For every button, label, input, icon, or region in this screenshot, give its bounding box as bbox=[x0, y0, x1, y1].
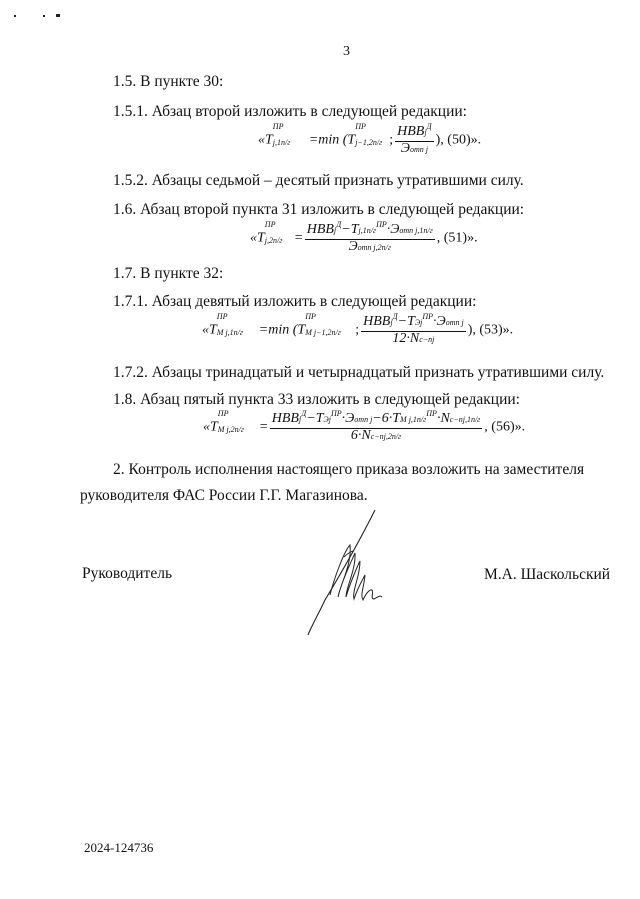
paragraph-1-5-1: 1.5.1. Абзац второй изложить в следующей редакции: bbox=[113, 103, 467, 120]
paragraph-1-7-1: 1.7.1. Абзац девятый изложить в следующей редакции: bbox=[113, 293, 477, 310]
handwritten-signature bbox=[300, 505, 400, 640]
formula-51: «T ПР j,2п/г = $\frac{НВВj^Д-Tj,1п/г^{ПР}\cdot Эотп j,1п/г}{\text{Эотп j,2п/г}}$ , (51)». bbox=[250, 219, 478, 254]
formula-50: «T ПР j,1п/г =min (T ПР j−1,2п/г ; $\frac{НВВj^Д}{\text{Эотп j}}$ ), (50)». bbox=[258, 121, 482, 156]
page-number: 3 bbox=[343, 44, 350, 59]
paragraph-1-5-2: 1.5.2. Абзацы седьмой – десятый признать утратившими силу. bbox=[113, 172, 524, 189]
paragraph-1-7-2: 1.7.2. Абзацы тринадцатый и четырнадцатый признать утратившими силу. bbox=[113, 364, 605, 381]
document-code: 2024-124736 bbox=[84, 840, 154, 855]
paragraph-1-6: 1.6. Абзац второй пункта 31 изложить в следующей редакции: bbox=[113, 201, 525, 218]
signatory-name: М.А. Шаскольский bbox=[484, 566, 611, 583]
paragraph-2-line-2: руководителя ФАС России Г.Г. Магазинова. bbox=[80, 487, 368, 504]
paragraph-1-7: 1.7. В пункте 32: bbox=[113, 265, 224, 282]
paragraph-2-line-1: 2. Контроль исполнения настоящего приказа возложить на заместителя bbox=[113, 461, 585, 478]
signatory-title: Руководитель bbox=[82, 565, 173, 582]
formula-53: «T ПР M j,1п/г =min (T ПР M j−1,2п/г ; $\frac{НВВj^Д-TЭj^{ПР}\cdot Эотп j}{12\cdot Nc-пj}$ ), (53)». bbox=[202, 311, 514, 346]
paragraph-1-5: 1.5. В пункте 30: bbox=[113, 73, 224, 90]
formula-56: «T ПР M j,2п/г = $\frac{НВВj^Д-TЭj^{ПР}\cdot Эотп j-6\cdot TM j,1п/г^{ПР}\cdot Nc-пj,1п/г}{6\cdot Nc-пj,2п/г}$ , (56)». bbox=[203, 408, 526, 443]
paragraph-1-8: 1.8. Абзац пятый пункта 33 изложить в следующей редакции: bbox=[113, 391, 520, 408]
